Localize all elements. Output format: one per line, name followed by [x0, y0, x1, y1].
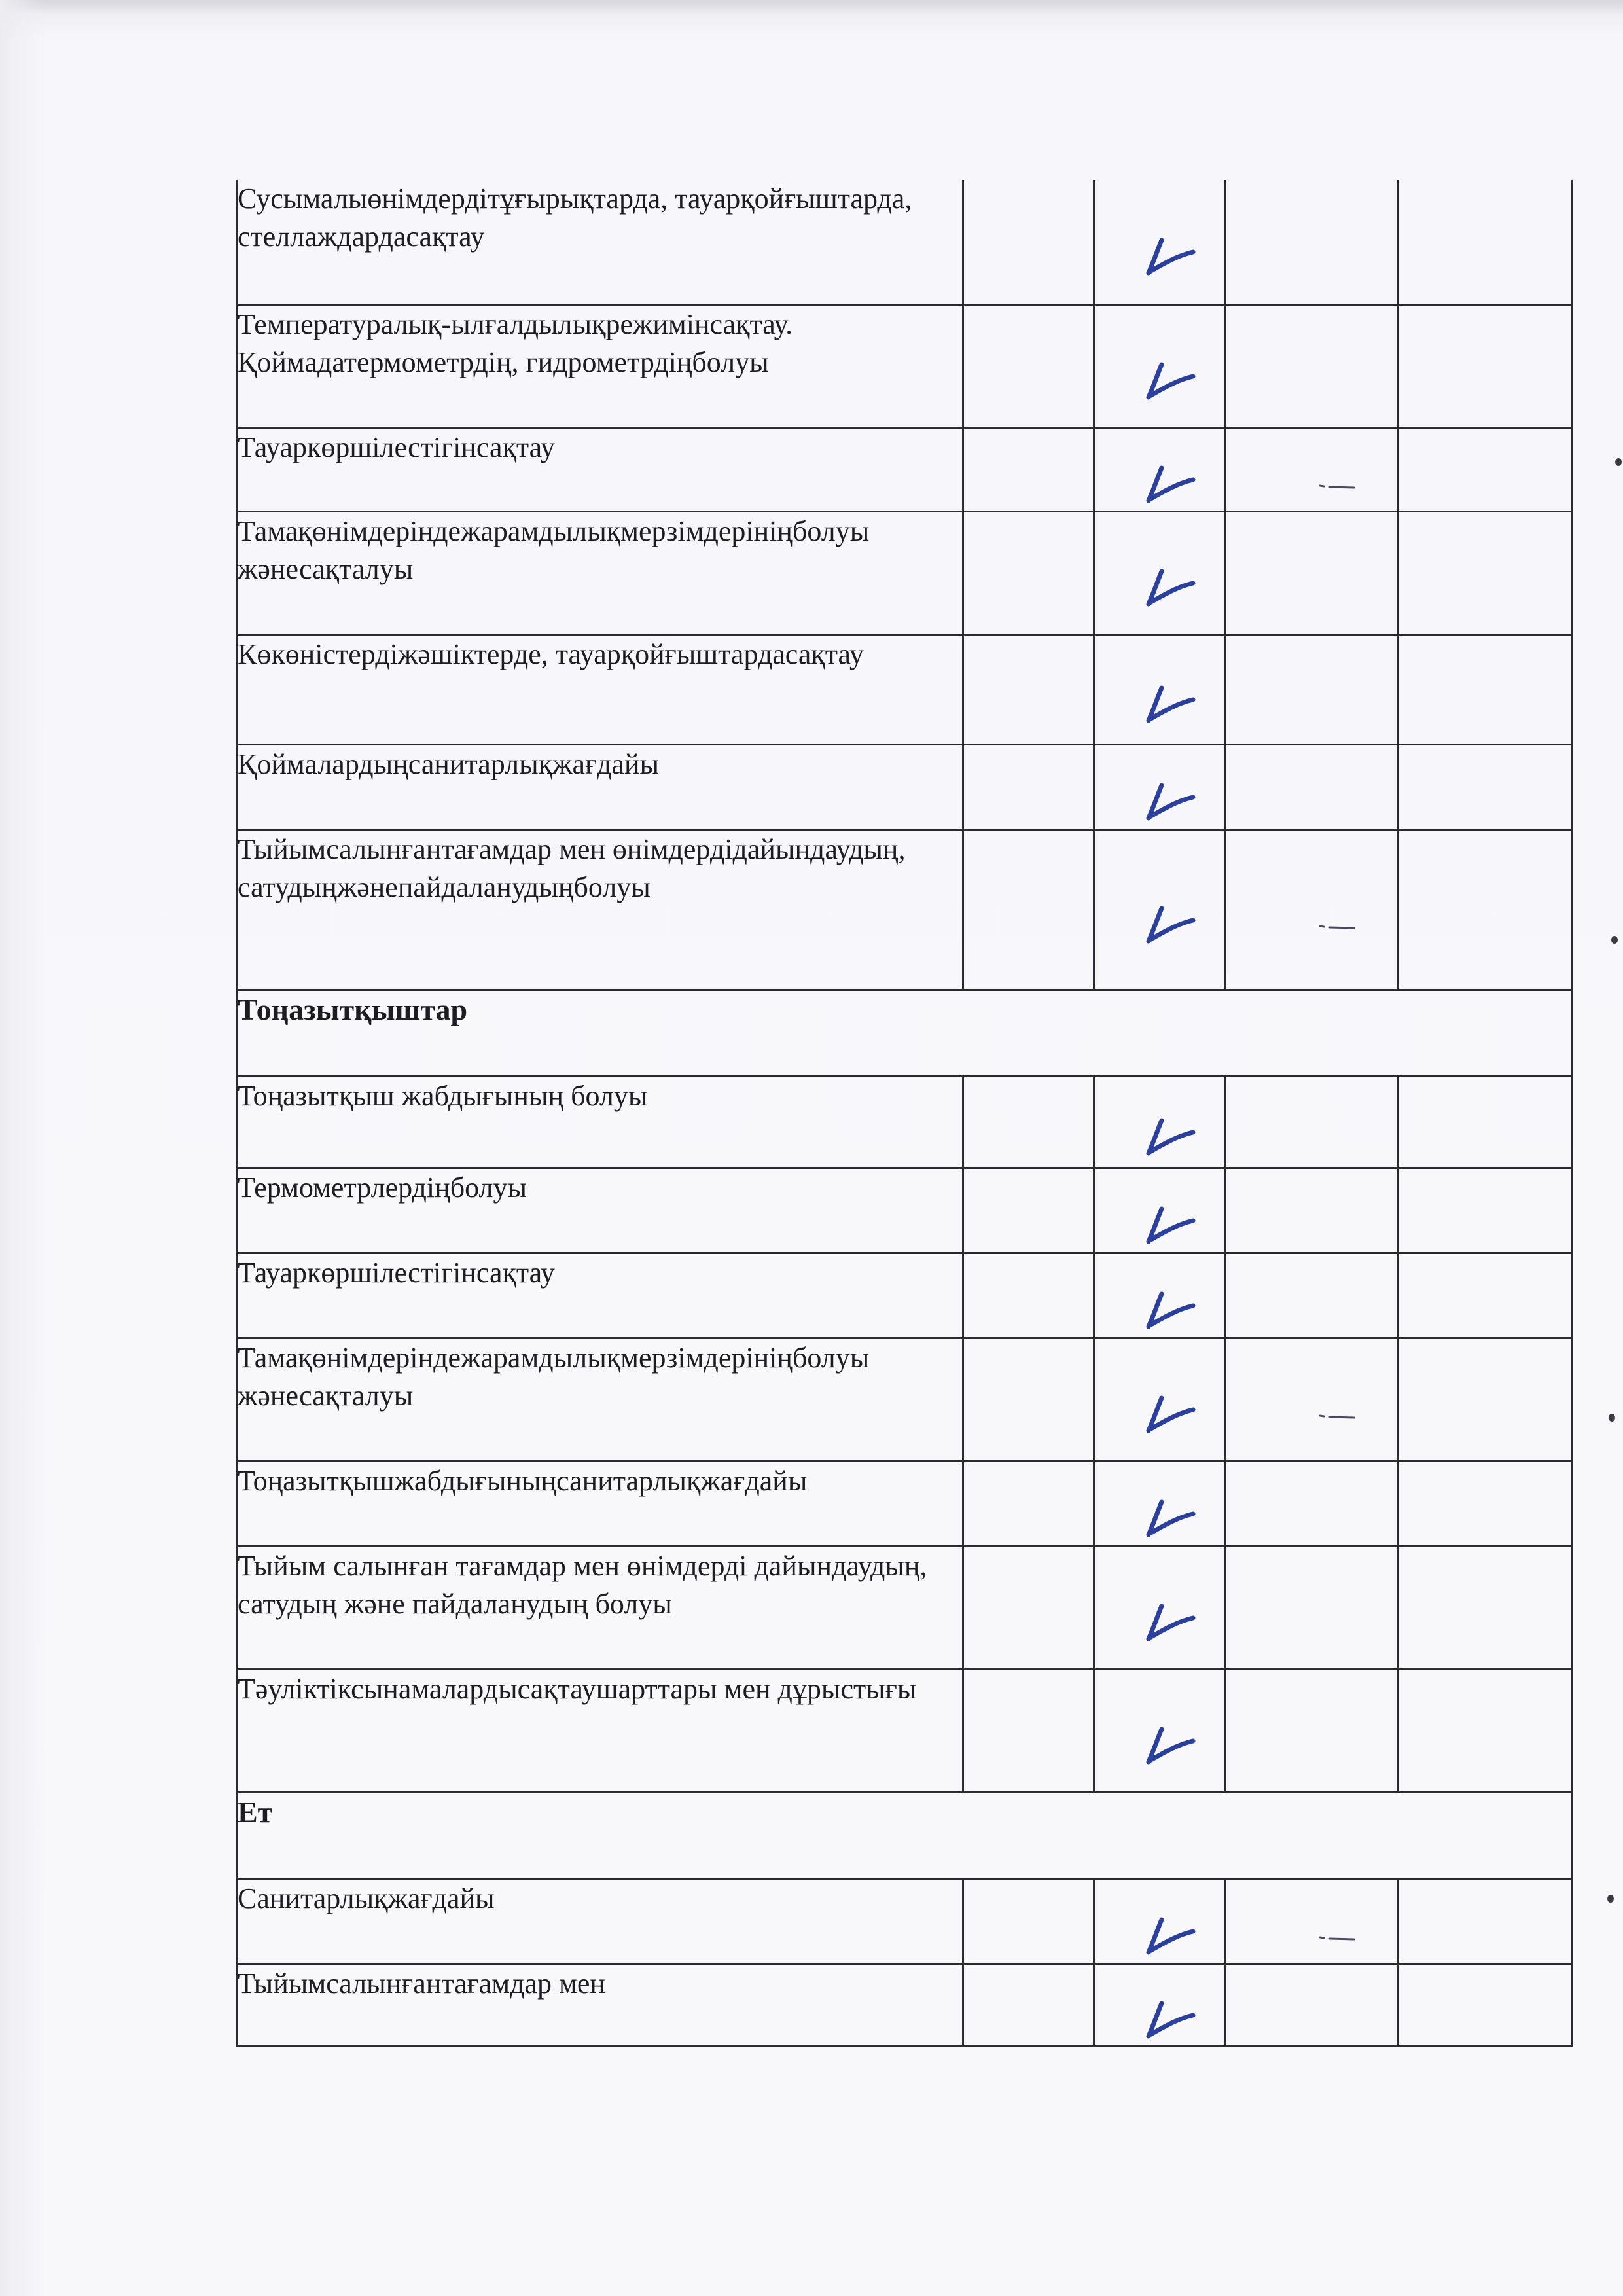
column-4-cell	[1399, 1338, 1572, 1461]
column-4-cell	[1399, 511, 1572, 634]
requirement-label: Тоңазытқыш жабдығының болуы	[237, 1076, 963, 1168]
column-4-cell	[1399, 1461, 1572, 1546]
handwritten-check-icon	[1142, 235, 1197, 277]
column-3-cell	[1225, 1878, 1399, 1964]
checklist-row	[237, 634, 1572, 744]
compliance-mark-cell	[1094, 1878, 1225, 1964]
column-3-cell	[1225, 1253, 1399, 1338]
scan-speck	[1615, 458, 1622, 466]
compliance-mark-cell	[1094, 1338, 1225, 1461]
requirement-label: Тыйым салынған тағамдар мен өнімдерді дайындаудың, сатудың және пайдаланудың болуы	[237, 1546, 963, 1669]
handwritten-check-icon	[1142, 566, 1197, 608]
checklist-row	[237, 1168, 1572, 1253]
compliance-mark-cell	[1094, 304, 1225, 427]
column-4-cell	[1399, 634, 1572, 744]
column-4-cell	[1399, 829, 1572, 990]
column-1-cell	[963, 1546, 1094, 1669]
handwritten-dash-icon	[1317, 923, 1357, 932]
handwritten-check-icon	[1142, 1914, 1197, 1956]
column-4-cell	[1399, 744, 1572, 829]
column-4-cell	[1399, 1669, 1572, 1792]
column-3-cell	[1225, 1076, 1399, 1168]
checklist-row	[237, 1878, 1572, 1964]
handwritten-check-icon	[1142, 1724, 1197, 1766]
checklist-row	[237, 1461, 1572, 1546]
scan-speck	[1609, 1414, 1615, 1422]
section-row	[237, 1792, 1572, 1878]
compliance-mark-cell	[1094, 511, 1225, 634]
column-3-cell	[1225, 1964, 1399, 2045]
requirement-label: Көкөністердіжәшіктерде, тауарқойғыштардасақтау	[237, 634, 963, 744]
column-4-cell	[1399, 1878, 1572, 1964]
compliance-mark-cell	[1094, 744, 1225, 829]
requirement-label: Термометрлердіңболуы	[237, 1168, 963, 1253]
column-1-cell	[963, 304, 1094, 427]
scan-speck	[1607, 1895, 1614, 1903]
checklist-row	[237, 1338, 1572, 1461]
compliance-mark-cell	[1094, 1964, 1225, 2045]
checklist-row	[237, 1669, 1572, 1792]
handwritten-dash-icon	[1317, 482, 1357, 492]
scan-shadow-left	[0, 0, 46, 2296]
column-3-cell	[1225, 180, 1399, 304]
checklist-row	[237, 1253, 1572, 1338]
requirement-label: Тыйымсалынғантағамдар мен	[237, 1964, 963, 2045]
handwritten-check-icon	[1142, 1601, 1197, 1643]
checklist-row	[237, 511, 1572, 634]
compliance-mark-cell	[1094, 634, 1225, 744]
column-1-cell	[963, 1964, 1094, 2045]
column-4-cell	[1399, 1076, 1572, 1168]
column-1-cell	[963, 1338, 1094, 1461]
column-3-cell	[1225, 1338, 1399, 1461]
checklist-row	[237, 180, 1572, 304]
column-1-cell	[963, 511, 1094, 634]
compliance-mark-cell	[1094, 1253, 1225, 1338]
handwritten-check-icon	[1142, 1497, 1197, 1539]
column-3-cell	[1225, 634, 1399, 744]
checklist-row	[237, 1964, 1572, 2045]
handwritten-check-icon	[1142, 359, 1197, 401]
checklist-row	[237, 1076, 1572, 1168]
column-1-cell	[963, 1878, 1094, 1964]
column-4-cell	[1399, 304, 1572, 427]
column-3-cell	[1225, 744, 1399, 829]
compliance-mark-cell	[1094, 427, 1225, 511]
column-1-cell	[963, 1461, 1094, 1546]
column-1-cell	[963, 427, 1094, 511]
requirement-label: Тамақөнімдеріндежарамдылықмерзімдерініңболуы жәнесақталуы	[237, 1338, 963, 1461]
handwritten-check-icon	[1142, 903, 1197, 945]
column-4-cell	[1399, 1168, 1572, 1253]
checklist-table	[236, 180, 1573, 2047]
compliance-mark-cell	[1094, 180, 1225, 304]
column-3-cell	[1225, 1669, 1399, 1792]
checklist-row	[237, 1546, 1572, 1669]
column-3-cell	[1225, 511, 1399, 634]
requirement-label: Қоймалардыңсанитарлықжағдайы	[237, 744, 963, 829]
column-3-cell	[1225, 427, 1399, 511]
checklist-row	[237, 427, 1572, 511]
handwritten-check-icon	[1142, 1204, 1197, 1246]
compliance-mark-cell	[1094, 1461, 1225, 1546]
compliance-mark-cell	[1094, 829, 1225, 990]
column-1-cell	[963, 1168, 1094, 1253]
column-3-cell	[1225, 1461, 1399, 1546]
handwritten-check-icon	[1142, 1289, 1197, 1331]
column-3-cell	[1225, 1546, 1399, 1669]
scan-shadow-top	[0, 0, 1623, 14]
compliance-mark-cell	[1094, 1076, 1225, 1168]
compliance-mark-cell	[1094, 1168, 1225, 1253]
requirement-label: Сусымалыөнімдердітұғырықтарда, тауарқойғыштарда, стеллаждардасақтау	[237, 180, 963, 304]
handwritten-check-icon	[1142, 1115, 1197, 1157]
column-1-cell	[963, 1253, 1094, 1338]
handwritten-check-icon	[1142, 463, 1197, 505]
scan-speck	[1611, 936, 1618, 944]
checklist-row	[237, 744, 1572, 829]
checklist-row	[237, 829, 1572, 990]
handwritten-check-icon	[1142, 1393, 1197, 1435]
requirement-label: Санитарлықжағдайы	[237, 1878, 963, 1964]
column-1-cell	[963, 1669, 1094, 1792]
column-3-cell	[1225, 304, 1399, 427]
column-1-cell	[963, 1076, 1094, 1168]
column-4-cell	[1399, 180, 1572, 304]
column-1-cell	[963, 180, 1094, 304]
requirement-label: Тауаркөршілестігінсақтау	[237, 427, 963, 511]
section-title: Ет	[237, 1792, 1572, 1878]
requirement-label: Тамақөнімдеріндежарамдылықмерзімдерініңболуы жәнесақталуы	[237, 511, 963, 634]
compliance-mark-cell	[1094, 1546, 1225, 1669]
column-3-cell	[1225, 829, 1399, 990]
handwritten-dash-icon	[1317, 1934, 1357, 1943]
requirement-label: Тәуліктіксынамалардысақтаушарттары мен дұрыстығы	[237, 1669, 963, 1792]
requirement-label: Тоңазытқышжабдығыныңсанитарлықжағдайы	[237, 1461, 963, 1546]
column-4-cell	[1399, 427, 1572, 511]
column-3-cell	[1225, 1168, 1399, 1253]
column-1-cell	[963, 634, 1094, 744]
requirement-label: Тауаркөршілестігінсақтау	[237, 1253, 963, 1338]
requirement-label: Тыйымсалынғантағамдар мен өнімдердідайындаудың, сатудыңжәнепайдаланудыңболуы	[237, 829, 963, 990]
section-title: Тоңазытқыштар	[237, 990, 1572, 1076]
column-1-cell	[963, 744, 1094, 829]
requirement-label: Температуралық-ылғалдылықрежимінсақтау. Қоймадатермометрдің, гидрометрдіңболуы	[237, 304, 963, 427]
column-4-cell	[1399, 1546, 1572, 1669]
handwritten-check-icon	[1142, 683, 1197, 725]
section-row	[237, 990, 1572, 1076]
checklist-row	[237, 304, 1572, 427]
column-1-cell	[963, 829, 1094, 990]
column-4-cell	[1399, 1964, 1572, 2045]
handwritten-check-icon	[1142, 780, 1197, 822]
handwritten-dash-icon	[1317, 1412, 1357, 1422]
handwritten-check-icon	[1142, 1998, 1197, 2040]
compliance-mark-cell	[1094, 1669, 1225, 1792]
column-4-cell	[1399, 1253, 1572, 1338]
checklist-body	[237, 180, 1572, 2045]
